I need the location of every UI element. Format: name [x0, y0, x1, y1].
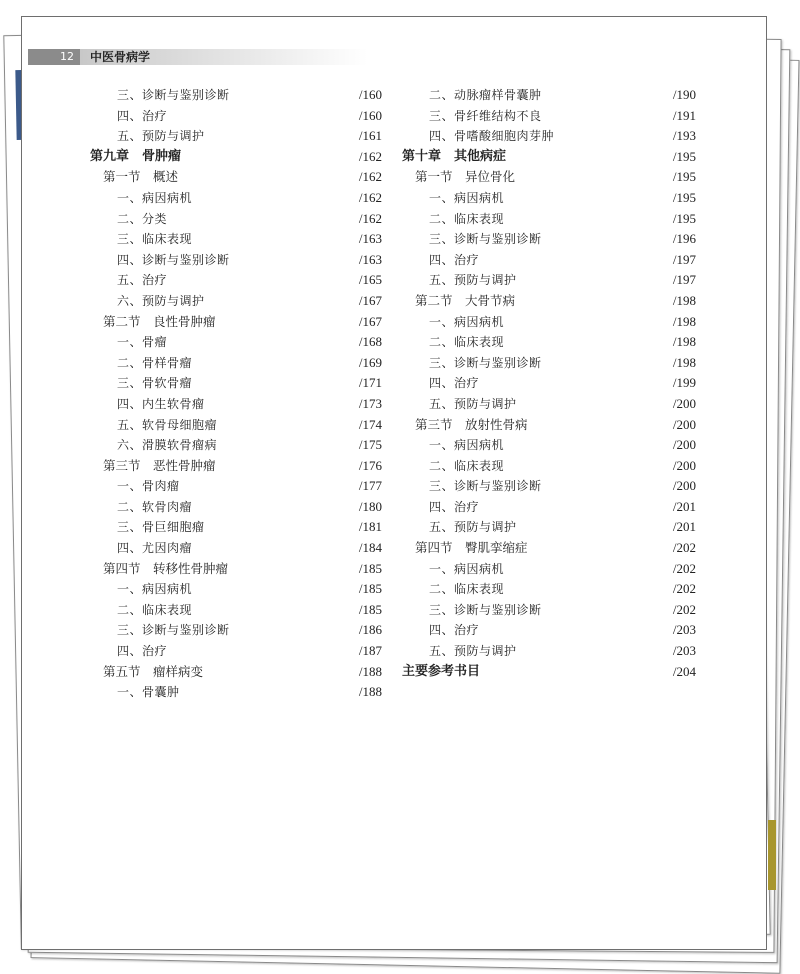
cover-edge-olive — [768, 820, 776, 890]
toc-entry-page: /188 — [358, 663, 382, 679]
toc-entry-page: /195 — [672, 210, 696, 226]
toc-entry-title: 三、诊断与鉴别诊断 — [429, 355, 542, 370]
toc-entry-page: /198 — [672, 354, 696, 370]
toc-section-entry[interactable] — [90, 456, 382, 477]
toc-entry-title: 四、尤因肉瘤 — [117, 541, 193, 556]
toc-entry-page: /201 — [672, 498, 696, 514]
toc-item-entry[interactable] — [90, 641, 382, 662]
toc-item-entry[interactable] — [402, 559, 696, 580]
toc-item-entry[interactable] — [90, 415, 382, 436]
toc-entry-title: 一、骨瘤 — [117, 335, 168, 350]
toc-entry-page: /168 — [358, 334, 382, 350]
toc-entry-page: /163 — [358, 251, 382, 267]
toc-section-entry[interactable] — [90, 662, 382, 683]
toc-entry-page: /161 — [358, 128, 382, 144]
toc-entry-page: /191 — [672, 107, 696, 123]
toc-item-entry[interactable] — [402, 229, 696, 250]
toc-entry-page: /200 — [672, 395, 696, 411]
toc-item-entry[interactable] — [90, 600, 382, 621]
toc-chapter-entry[interactable] — [90, 147, 382, 168]
toc-entry-page: /167 — [358, 292, 382, 308]
toc-item-entry[interactable] — [90, 332, 382, 353]
toc-item-entry[interactable] — [402, 353, 696, 374]
toc-entry-title: 五、治疗 — [117, 273, 168, 288]
toc-item-entry[interactable] — [90, 682, 382, 703]
toc-item-entry[interactable] — [90, 353, 382, 374]
toc-entry-page: /200 — [672, 437, 696, 453]
toc-item-entry[interactable] — [402, 456, 696, 477]
toc-entry-page: /198 — [672, 334, 696, 350]
toc-section-entry[interactable] — [402, 415, 696, 436]
toc-item-entry[interactable] — [90, 209, 382, 230]
toc-entry-title: 四、治疗 — [429, 499, 480, 514]
toc-entry-page: /176 — [358, 457, 382, 473]
toc-entry-title: 第二节 良性骨肿瘤 — [103, 313, 216, 329]
toc-entry-title: 第三节 恶性骨肿瘤 — [103, 457, 216, 473]
toc-entry-page: /195 — [672, 189, 696, 205]
toc-entry-title: 一、病因病机 — [117, 582, 193, 597]
toc-entry-title: 一、骨肉瘤 — [117, 479, 180, 494]
toc-entry-page: /197 — [672, 251, 696, 267]
toc-entry-page: /204 — [672, 663, 696, 679]
toc-entry-title: 二、软骨肉瘤 — [117, 499, 193, 514]
toc-item-entry[interactable] — [90, 291, 382, 312]
toc-entry-title: 第十章 其他病症 — [402, 148, 507, 164]
toc-entry-title: 四、治疗 — [429, 252, 480, 267]
toc-entry-page: /202 — [672, 601, 696, 617]
toc-entry-title: 二、临床表现 — [117, 602, 193, 617]
toc-item-entry[interactable] — [90, 620, 382, 641]
toc-section-entry[interactable] — [402, 291, 696, 312]
toc-section-entry[interactable] — [90, 559, 382, 580]
toc-entry-title: 第三节 放射性骨病 — [415, 416, 528, 432]
toc-entry-title: 二、临床表现 — [429, 335, 505, 350]
toc-item-entry[interactable] — [402, 517, 696, 538]
toc-entry-page: /198 — [672, 292, 696, 308]
toc-entry-page: /171 — [358, 375, 382, 391]
toc-item-entry[interactable] — [402, 250, 696, 271]
toc-entry-page: /167 — [358, 313, 382, 329]
toc-entry-title: 二、临床表现 — [429, 582, 505, 597]
toc-entry-title: 三、临床表现 — [117, 232, 193, 247]
toc-entry-page: /201 — [672, 519, 696, 535]
toc-section-entry[interactable] — [90, 312, 382, 333]
toc-entry-page: /160 — [358, 107, 382, 123]
toc-entry-title: 第一节 概述 — [103, 169, 179, 185]
toc-chapter-entry[interactable] — [402, 662, 696, 683]
toc-entry-page: /197 — [672, 272, 696, 288]
toc-entry-title: 四、内生软骨瘤 — [117, 396, 205, 411]
toc-item-entry[interactable] — [402, 85, 696, 106]
toc-entry-page: /198 — [672, 313, 696, 329]
toc-entry-title: 四、诊断与鉴别诊断 — [117, 252, 230, 267]
toc-entry-title: 一、病因病机 — [429, 438, 505, 453]
toc-entry-title: 二、分类 — [117, 211, 168, 226]
toc-item-entry[interactable] — [90, 229, 382, 250]
toc-entry-title: 五、预防与调护 — [429, 520, 517, 535]
toc-entry-page: /203 — [672, 643, 696, 659]
toc-entry-title: 一、病因病机 — [429, 314, 505, 329]
toc-entry-page: /162 — [358, 148, 382, 164]
toc-entry-title: 四、治疗 — [429, 623, 480, 638]
running-header — [28, 49, 368, 65]
toc-entry-title: 一、病因病机 — [429, 190, 505, 205]
toc-entry-title: 一、骨囊肿 — [117, 685, 180, 700]
toc-item-entry[interactable] — [90, 126, 382, 147]
toc-entry-title: 三、诊断与鉴别诊断 — [429, 479, 542, 494]
toc-item-entry[interactable] — [90, 250, 382, 271]
book-title: 中医骨病学 — [90, 50, 151, 64]
toc-entry-title: 三、诊断与鉴别诊断 — [117, 88, 230, 102]
toc-entry-title: 二、骨样骨瘤 — [117, 355, 193, 370]
toc-entry-title: 三、骨纤维结构不良 — [429, 108, 542, 123]
toc-entry-title: 三、诊断与鉴别诊断 — [429, 232, 542, 247]
toc-entry-page: /162 — [358, 210, 382, 226]
toc-entry-title: 五、软骨母细胞瘤 — [117, 417, 218, 432]
toc-entry-page: /160 — [358, 87, 382, 102]
toc-entry-page: /202 — [672, 540, 696, 556]
toc-entry-title: 四、治疗 — [117, 108, 168, 123]
toc-entry-page: /180 — [358, 498, 382, 514]
toc-item-entry[interactable] — [402, 312, 696, 333]
toc-entry-page: /184 — [358, 540, 382, 556]
toc-entry-page: /165 — [358, 272, 382, 288]
toc-section-entry[interactable] — [402, 538, 696, 559]
toc-item-entry[interactable] — [402, 641, 696, 662]
toc-entry-title: 三、诊断与鉴别诊断 — [429, 602, 542, 617]
toc-entry-page: /190 — [672, 87, 696, 102]
toc-entry-page: /173 — [358, 395, 382, 411]
toc-entry-page: /177 — [358, 478, 382, 494]
toc-entry-title: 四、治疗 — [429, 376, 480, 391]
toc-entry-title: 六、滑膜软骨瘤病 — [117, 438, 218, 453]
toc-entry-page: /202 — [672, 581, 696, 597]
toc-entry-title: 主要参考书目 — [402, 663, 481, 679]
toc-section-entry[interactable] — [90, 167, 382, 188]
toc-entry-title: 一、病因病机 — [117, 190, 193, 205]
toc-entry-title: 五、预防与调护 — [117, 129, 205, 144]
toc-item-entry[interactable] — [402, 394, 696, 415]
toc-entry-title: 四、骨嗜酸细胞肉芽肿 — [429, 129, 555, 144]
toc-entry-page: /162 — [358, 169, 382, 185]
toc-entry-title: 五、预防与调护 — [429, 273, 517, 288]
toc-entry-title: 第四节 臀肌挛缩症 — [415, 540, 528, 556]
toc-entry-title: 二、临床表现 — [429, 211, 505, 226]
toc-item-entry[interactable] — [90, 106, 382, 127]
toc-entry-page: /174 — [358, 416, 382, 432]
toc-entry-title: 六、预防与调护 — [117, 293, 205, 308]
toc-entry-page: /196 — [672, 231, 696, 247]
toc-entry-page: /187 — [358, 643, 382, 659]
toc-entry-page: /175 — [358, 437, 382, 453]
toc-item-entry[interactable] — [90, 497, 382, 518]
toc-entry-page: /162 — [358, 189, 382, 205]
toc-entry-title: 三、骨软骨瘤 — [117, 376, 193, 391]
toc-entry-page: /163 — [358, 231, 382, 247]
toc-entry-title: 四、治疗 — [117, 644, 168, 659]
toc-item-entry[interactable] — [90, 435, 382, 456]
toc-page — [21, 16, 767, 950]
toc-entry-page: /200 — [672, 416, 696, 432]
toc-entry-title: 第二节 大骨节病 — [415, 292, 516, 308]
toc-entry-page: /169 — [358, 354, 382, 370]
toc-entry-title: 五、预防与调护 — [429, 644, 517, 659]
toc-entry-page: /181 — [358, 519, 382, 535]
toc-item-entry[interactable] — [90, 579, 382, 600]
toc-entry-page: /200 — [672, 457, 696, 473]
toc-entry-page: /200 — [672, 478, 696, 494]
toc-item-entry[interactable] — [402, 476, 696, 497]
toc-item-entry[interactable] — [402, 188, 696, 209]
toc-entry-page: /186 — [358, 622, 382, 638]
toc-entry-page: /195 — [672, 148, 696, 164]
toc-entry-page: /188 — [358, 684, 382, 700]
toc-item-entry[interactable] — [90, 476, 382, 497]
toc-entry-title: 第九章 骨肿瘤 — [90, 148, 182, 164]
toc-item-entry[interactable] — [402, 620, 696, 641]
toc-entry-title: 第五节 瘤样病变 — [103, 663, 204, 679]
toc-entry-title: 一、病因病机 — [429, 561, 505, 576]
toc-entry-page: /202 — [672, 560, 696, 576]
toc-entry-page: /185 — [358, 601, 382, 617]
toc-item-entry[interactable] — [90, 373, 382, 394]
toc-item-entry[interactable] — [402, 600, 696, 621]
toc-item-entry[interactable] — [402, 209, 696, 230]
toc-section-entry[interactable] — [402, 167, 696, 188]
toc-item-entry[interactable] — [402, 579, 696, 600]
toc-entry-page: /195 — [672, 169, 696, 185]
toc-entry-page: /185 — [358, 560, 382, 576]
toc-entry-page: /193 — [672, 128, 696, 144]
toc-item-entry[interactable] — [90, 517, 382, 538]
toc-item-entry[interactable] — [402, 126, 696, 147]
toc-entry-title: 二、临床表现 — [429, 458, 505, 473]
toc-item-entry[interactable] — [90, 188, 382, 209]
toc-item-entry[interactable] — [90, 270, 382, 291]
toc-item-entry[interactable] — [402, 497, 696, 518]
toc-entry-title: 三、骨巨细胞瘤 — [117, 520, 205, 535]
toc-item-entry[interactable] — [402, 435, 696, 456]
toc-item-entry[interactable] — [90, 538, 382, 559]
page-number: 12 — [28, 49, 80, 65]
toc-entry-page: /199 — [672, 375, 696, 391]
toc-item-entry[interactable] — [402, 106, 696, 127]
toc-column-right — [402, 85, 696, 682]
toc-entry-title: 第一节 异位骨化 — [415, 169, 516, 185]
toc-entry-page: /185 — [358, 581, 382, 597]
toc-entry-title: 三、诊断与鉴别诊断 — [117, 623, 230, 638]
toc-entry-page: /203 — [672, 622, 696, 638]
toc-column-left — [90, 85, 382, 703]
toc-item-entry[interactable] — [90, 394, 382, 415]
toc-entry-title: 五、预防与调护 — [429, 396, 517, 411]
toc-entry-title: 二、动脉瘤样骨囊肿 — [429, 88, 542, 102]
toc-item-entry[interactable] — [402, 332, 696, 353]
toc-chapter-entry[interactable] — [402, 147, 696, 168]
toc-item-entry[interactable] — [402, 270, 696, 291]
toc-item-entry[interactable] — [402, 373, 696, 394]
toc-entry-title: 第四节 转移性骨肿瘤 — [103, 560, 229, 576]
toc-item-entry[interactable] — [90, 85, 382, 106]
